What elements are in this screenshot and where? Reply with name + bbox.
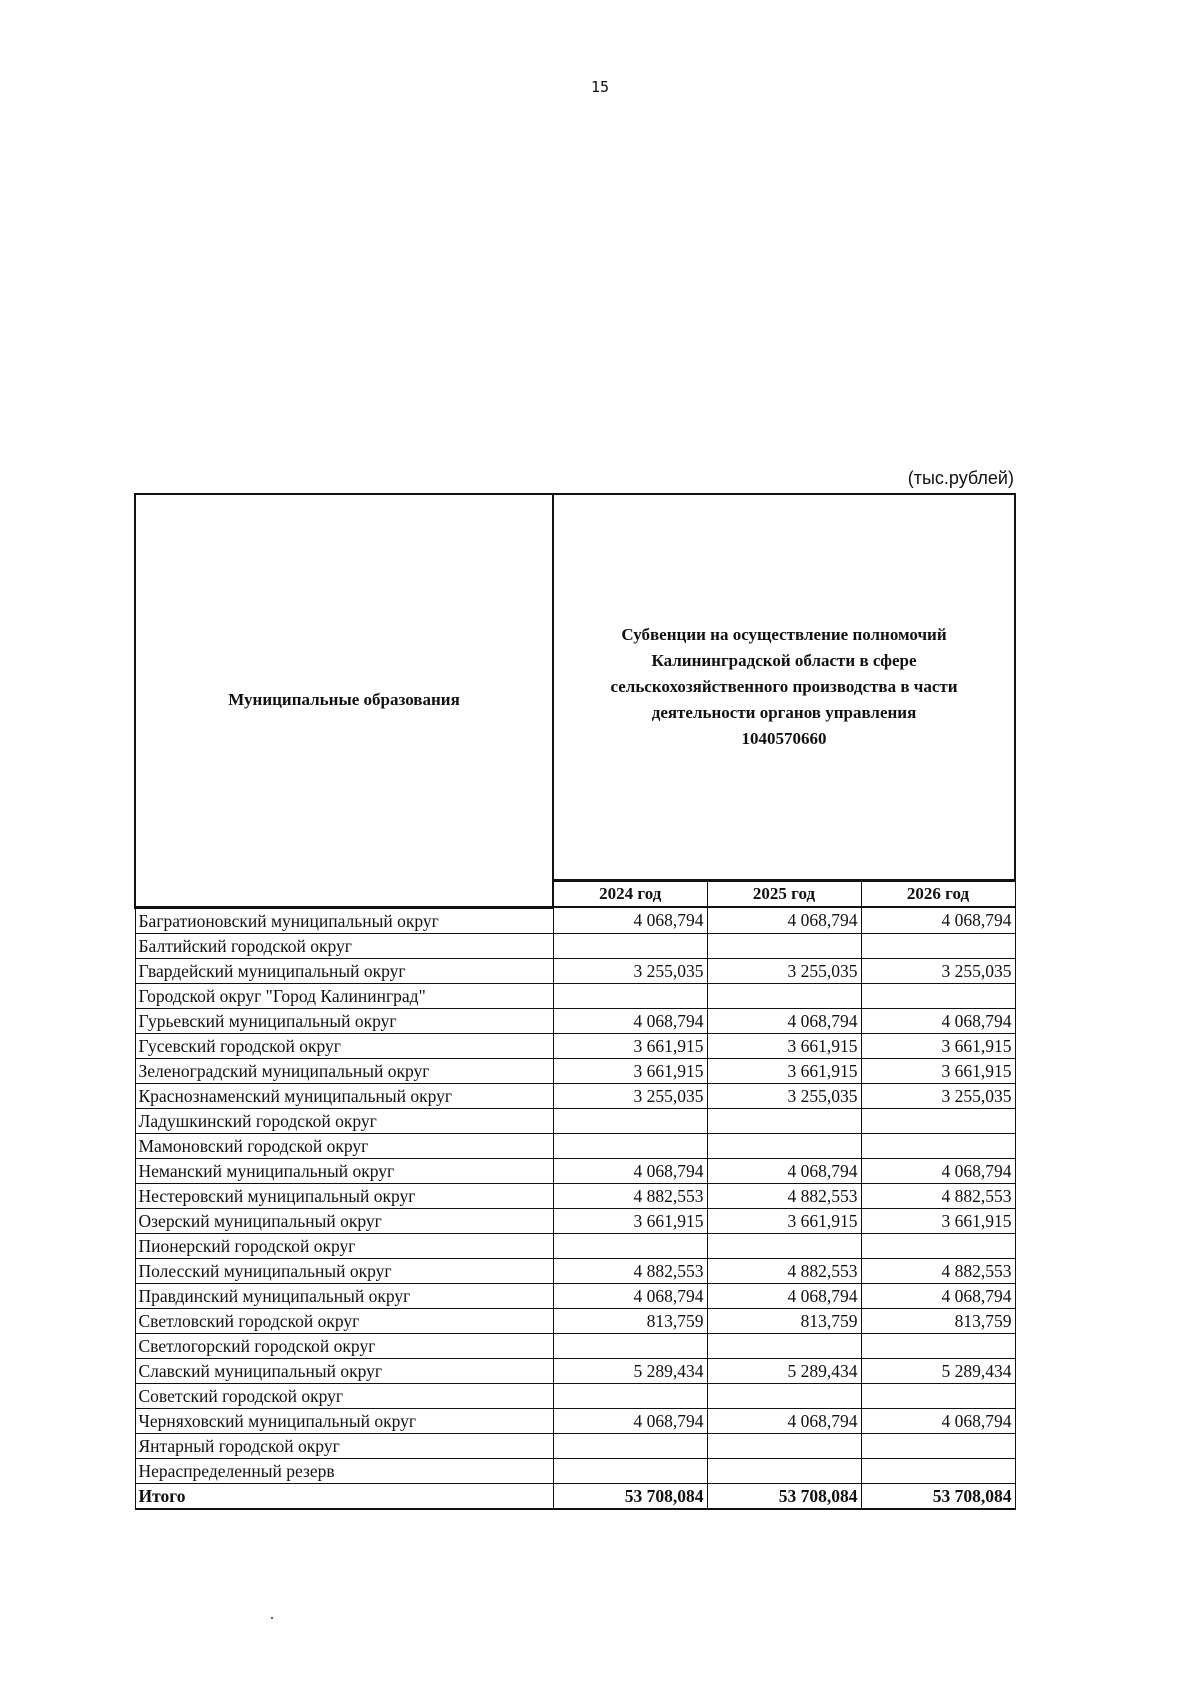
value-2025-cell: 3 255,035 [707, 958, 861, 983]
municipality-name-cell: Гусевский городской округ [135, 1033, 553, 1058]
total-2026-cell: 53 708,084 [861, 1483, 1015, 1509]
municipality-name-cell: Городской округ "Город Калининград" [135, 983, 553, 1008]
value-2024-cell [553, 1133, 707, 1158]
value-2026-cell [861, 1233, 1015, 1258]
table-row [135, 1283, 1015, 1308]
municipality-name-cell: Балтийский городской округ [135, 933, 553, 958]
value-2025-cell [707, 1233, 861, 1258]
municipality-name-cell: Зеленоградский муниципальный округ [135, 1058, 553, 1083]
value-2024-cell [553, 1108, 707, 1133]
table-row [135, 1358, 1015, 1383]
subvention-header-line: деятельности органов управления [651, 703, 917, 722]
value-2024-cell: 4 882,553 [553, 1183, 707, 1208]
municipality-name-cell: Нераспределенный резерв [135, 1458, 553, 1483]
value-2026-cell [861, 1108, 1015, 1133]
municipality-name-cell: Гурьевский муниципальный округ [135, 1008, 553, 1033]
table-row [135, 1083, 1015, 1108]
municipality-name-cell: Правдинский муниципальный округ [135, 1283, 553, 1308]
value-2026-cell: 4 068,794 [861, 1283, 1015, 1308]
value-2024-cell: 3 255,035 [553, 1083, 707, 1108]
value-2025-cell: 4 068,794 [707, 1283, 861, 1308]
table-row [135, 1308, 1015, 1333]
value-2025-cell: 813,759 [707, 1308, 861, 1333]
value-2026-cell: 5 289,434 [861, 1358, 1015, 1383]
table-row [135, 1458, 1015, 1483]
value-2025-cell: 3 661,915 [707, 1058, 861, 1083]
value-2025-cell [707, 933, 861, 958]
municipality-name-cell: Краснознаменский муниципальный округ [135, 1083, 553, 1108]
year-header-2024: 2024 год [553, 881, 707, 908]
value-2026-cell [861, 983, 1015, 1008]
table-body [135, 907, 1015, 1509]
subvention-header-line: сельскохозяйственного производства в части [610, 677, 958, 696]
subvention-column-header [553, 494, 1015, 881]
value-2025-cell: 4 068,794 [707, 1158, 861, 1183]
value-2026-cell: 3 661,915 [861, 1208, 1015, 1233]
value-2026-cell: 4 882,553 [861, 1258, 1015, 1283]
value-2025-cell [707, 1333, 861, 1358]
value-2026-cell: 4 068,794 [861, 1408, 1015, 1433]
value-2024-cell: 3 661,915 [553, 1208, 707, 1233]
value-2024-cell [553, 1383, 707, 1408]
value-2026-cell: 3 661,915 [861, 1033, 1015, 1058]
year-header-2025: 2025 год [707, 881, 861, 908]
total-2024-cell: 53 708,084 [553, 1483, 707, 1509]
municipality-name-cell: Мамоновский городской округ [135, 1133, 553, 1158]
value-2025-cell: 4 882,553 [707, 1183, 861, 1208]
value-2025-cell: 4 068,794 [707, 1008, 861, 1033]
table-row [135, 1133, 1015, 1158]
value-2025-cell [707, 983, 861, 1008]
table-row [135, 1258, 1015, 1283]
total-2025-cell: 53 708,084 [707, 1483, 861, 1509]
value-2025-cell [707, 1383, 861, 1408]
value-2026-cell: 4 068,794 [861, 1158, 1015, 1183]
value-2024-cell [553, 933, 707, 958]
value-2024-cell: 3 661,915 [553, 1058, 707, 1083]
value-2025-cell [707, 1458, 861, 1483]
municipality-name-cell: Советский городской округ [135, 1383, 553, 1408]
table-row [135, 958, 1015, 983]
table-row [135, 1058, 1015, 1083]
subvention-header-line: Субвенции на осуществление полномочий [621, 625, 947, 644]
value-2026-cell: 4 068,794 [861, 1008, 1015, 1033]
value-2024-cell: 4 882,553 [553, 1258, 707, 1283]
value-2026-cell [861, 1333, 1015, 1358]
municipality-name-cell: Ладушкинский городской округ [135, 1108, 553, 1133]
value-2026-cell: 3 255,035 [861, 1083, 1015, 1108]
value-2024-cell: 4 068,794 [553, 1158, 707, 1183]
units-label: (тыс.рублей) [907, 468, 1014, 488]
value-2025-cell [707, 1133, 861, 1158]
value-2026-cell: 3 661,915 [861, 1058, 1015, 1083]
subvention-header-line: Калининградской области в сфере [651, 651, 917, 670]
municipality-name-cell: Багратионовский муниципальный округ [135, 907, 553, 933]
table-row [135, 933, 1015, 958]
table-row [135, 1108, 1015, 1133]
value-2024-cell [553, 983, 707, 1008]
value-2026-cell: 813,759 [861, 1308, 1015, 1333]
municipality-name-cell: Славский муниципальный округ [135, 1358, 553, 1383]
subvention-header-code: 1040570660 [741, 729, 827, 748]
value-2026-cell [861, 1458, 1015, 1483]
table-row [135, 1183, 1015, 1208]
table-row [135, 1033, 1015, 1058]
value-2024-cell: 4 068,794 [553, 907, 707, 933]
scan-speck [271, 1617, 273, 1619]
value-2024-cell [553, 1458, 707, 1483]
value-2025-cell: 3 661,915 [707, 1208, 861, 1233]
value-2026-cell [861, 933, 1015, 958]
municipality-name-cell: Светловский городской округ [135, 1308, 553, 1333]
year-header-2026: 2026 год [861, 881, 1015, 908]
table-row [135, 1208, 1015, 1233]
table-row [135, 1383, 1015, 1408]
value-2026-cell: 3 255,035 [861, 958, 1015, 983]
value-2026-cell [861, 1383, 1015, 1408]
total-label-cell: Итого [135, 1483, 553, 1509]
table-row [135, 983, 1015, 1008]
total-row [135, 1483, 1015, 1509]
value-2024-cell: 5 289,434 [553, 1358, 707, 1383]
value-2025-cell [707, 1108, 861, 1133]
table-row [135, 907, 1015, 933]
value-2026-cell [861, 1133, 1015, 1158]
value-2024-cell: 4 068,794 [553, 1008, 707, 1033]
subvention-table [134, 493, 1016, 1510]
table-row [135, 1433, 1015, 1458]
value-2026-cell: 4 882,553 [861, 1183, 1015, 1208]
value-2025-cell [707, 1433, 861, 1458]
municipality-name-cell: Янтарный городской округ [135, 1433, 553, 1458]
table-row [135, 1008, 1015, 1033]
value-2024-cell: 813,759 [553, 1308, 707, 1333]
value-2024-cell: 4 068,794 [553, 1408, 707, 1433]
value-2025-cell: 5 289,434 [707, 1358, 861, 1383]
municipality-name-cell: Озерский муниципальный округ [135, 1208, 553, 1233]
value-2026-cell: 4 068,794 [861, 907, 1015, 933]
municipality-name-cell: Гвардейский муниципальный округ [135, 958, 553, 983]
value-2025-cell: 3 661,915 [707, 1033, 861, 1058]
value-2024-cell [553, 1333, 707, 1358]
value-2024-cell [553, 1433, 707, 1458]
table-row [135, 1333, 1015, 1358]
value-2026-cell [861, 1433, 1015, 1458]
value-2024-cell: 3 661,915 [553, 1033, 707, 1058]
table-row [135, 1158, 1015, 1183]
value-2025-cell: 4 882,553 [707, 1258, 861, 1283]
table-row [135, 1233, 1015, 1258]
value-2025-cell: 3 255,035 [707, 1083, 861, 1108]
value-2024-cell [553, 1233, 707, 1258]
page-number: 15 [590, 78, 610, 96]
table-row [135, 1408, 1015, 1433]
value-2025-cell: 4 068,794 [707, 907, 861, 933]
municipality-name-cell: Полесский муниципальный округ [135, 1258, 553, 1283]
municipality-name-cell: Светлогорский городской округ [135, 1333, 553, 1358]
value-2025-cell: 4 068,794 [707, 1408, 861, 1433]
municipality-column-header: Муниципальные образования [135, 494, 553, 907]
municipality-name-cell: Нестеровский муниципальный округ [135, 1183, 553, 1208]
municipality-name-cell: Черняховский муниципальный округ [135, 1408, 553, 1433]
municipality-name-cell: Пионерский городской округ [135, 1233, 553, 1258]
value-2024-cell: 4 068,794 [553, 1283, 707, 1308]
municipality-name-cell: Неманский муниципальный округ [135, 1158, 553, 1183]
value-2024-cell: 3 255,035 [553, 958, 707, 983]
